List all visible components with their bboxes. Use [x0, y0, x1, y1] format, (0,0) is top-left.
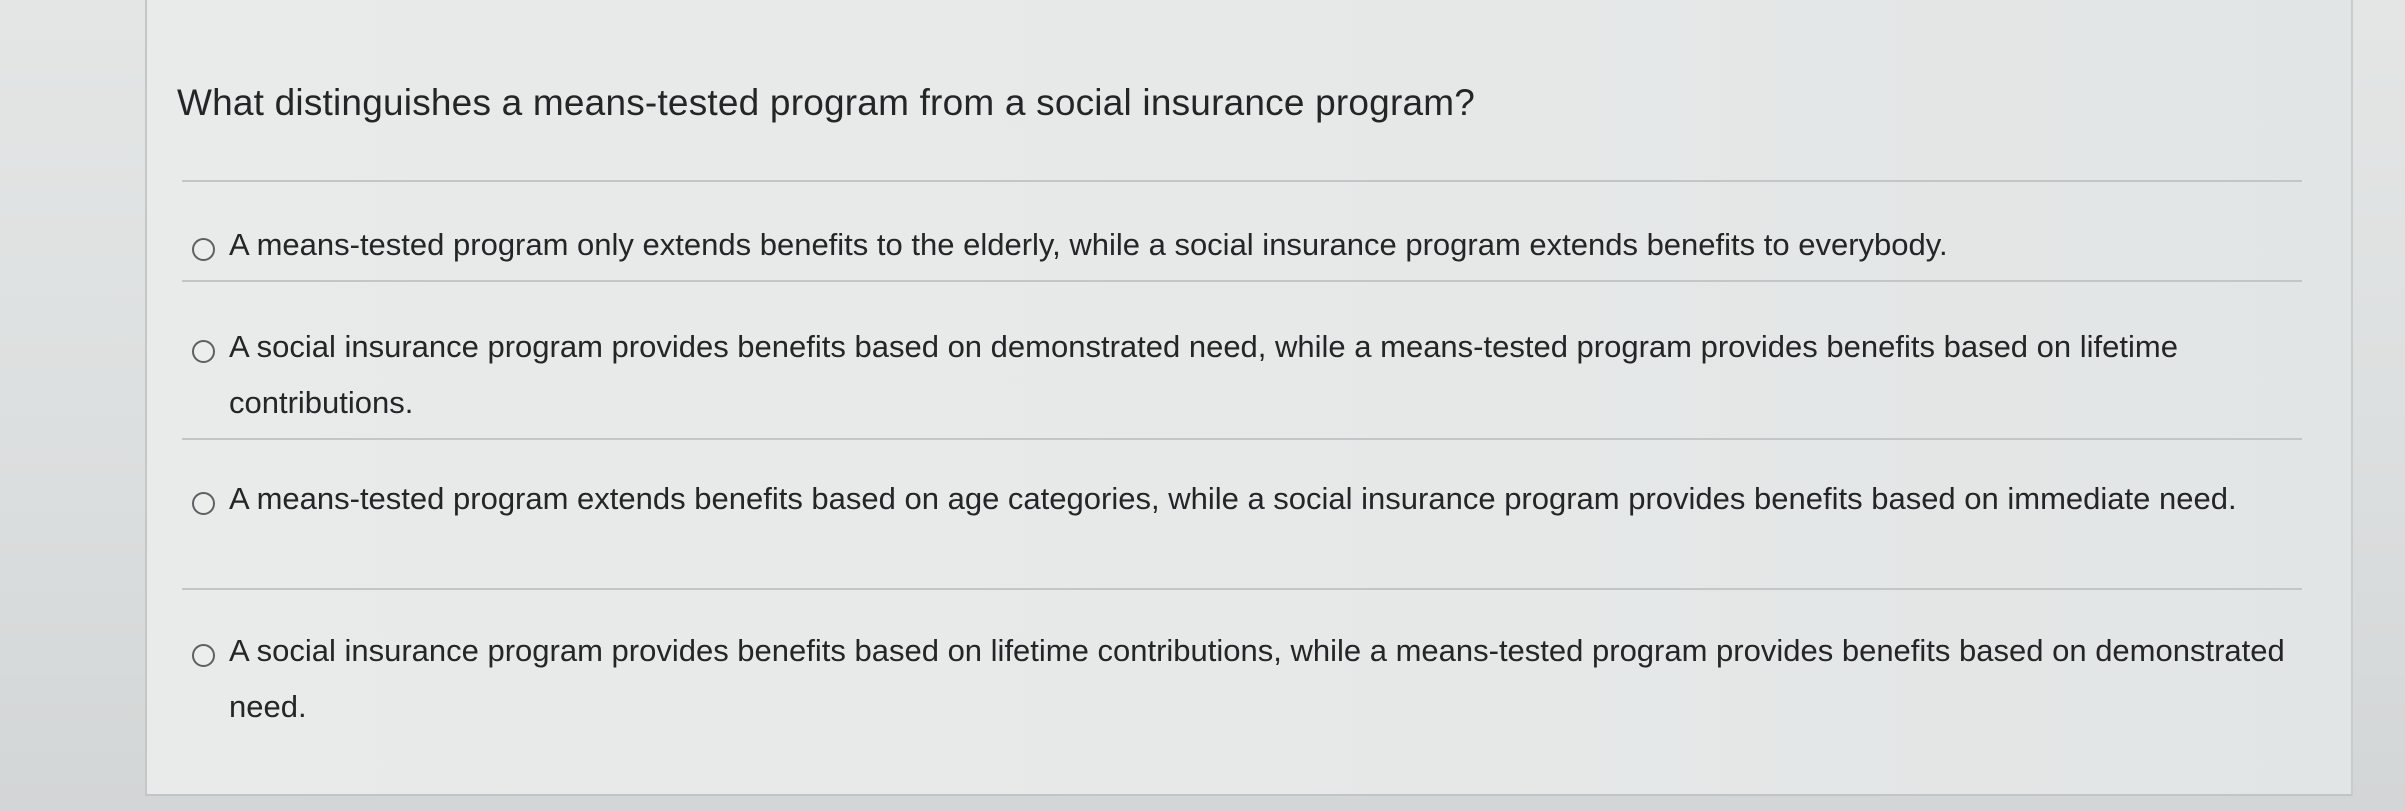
answer-option-label: A social insurance program provides benefits based on demonstrated need, while a means-tested program provides benefits based on lifetime contributions.	[229, 329, 2178, 420]
answer-option-4[interactable]	[192, 633, 2322, 735]
answer-option-label: A means-tested program only extends benefits to the elderly, while a social insurance program extends benefits to everybody.	[229, 227, 1948, 262]
question-card	[145, 0, 2353, 796]
radio-button[interactable]	[192, 340, 215, 363]
answer-option-2[interactable]	[192, 329, 2342, 431]
divider	[182, 280, 2302, 282]
radio-button[interactable]	[192, 492, 215, 515]
radio-button[interactable]	[192, 644, 215, 667]
answer-option-label: A social insurance program provides benefits based on lifetime contributions, while a means-tested program provides benefits based on demonstrated need.	[229, 633, 2285, 724]
answer-option-3[interactable]	[192, 481, 2272, 527]
question-text: What distinguishes a means-tested program from a social insurance program?	[177, 82, 1476, 123]
answer-option-1[interactable]	[192, 227, 2302, 273]
divider	[182, 180, 2302, 182]
radio-button[interactable]	[192, 238, 215, 261]
divider	[182, 588, 2302, 590]
divider	[182, 438, 2302, 440]
answer-option-label: A means-tested program extends benefits based on age categories, while a social insurance program provides benefits based on immediate need.	[229, 481, 2237, 516]
